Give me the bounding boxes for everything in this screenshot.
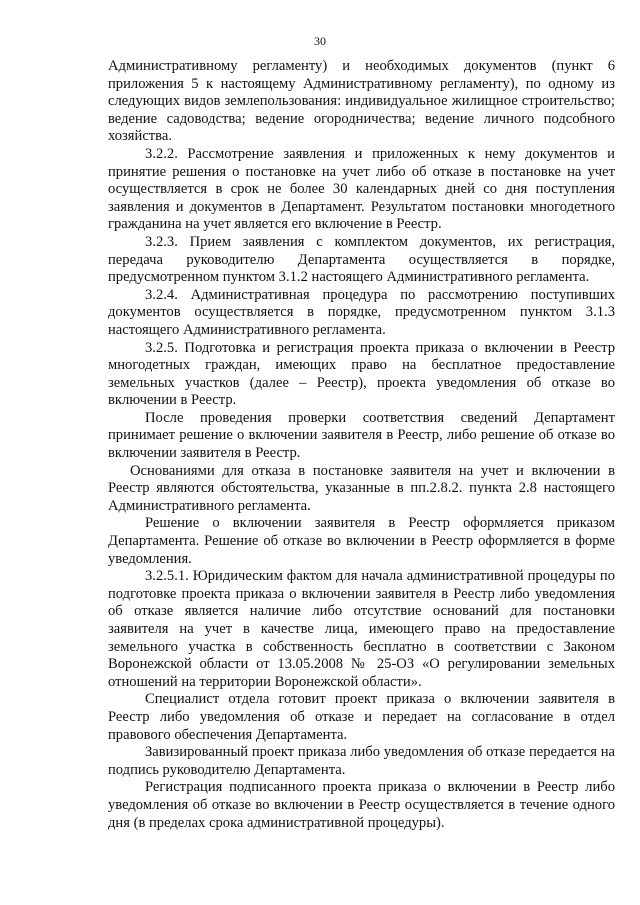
paragraph-specialist: Специалист отдела готовит проект приказа о включении заявителя в Реестр либо уведомления об отказе и передает на согласование в отдел правового обеспечения Департамента. — [108, 691, 615, 743]
paragraph-3-2-5-1: 3.2.5.1. Юридическим фактом для начала административной процедуры по подготовке проекта приказа о включении заявителя в Реестр либо уведомления об отказе является наличие либо отсутствие оснований для постановки заявителя на учет в качестве лица, имеющего право на предоставление земельного участка в собственность бесплатно в соответствии с Законом Воронежской области от 13.05.2008 № 25-ОЗ «О регулировании земельных отношений на территории Воронежской области». — [108, 568, 615, 690]
paragraph-verification: После проведения проверки соответствия сведений Департамент принимает решение о включении заявителя в Реестр, либо решение об отказе во включении заявителя в Реестр. — [108, 409, 615, 462]
paragraph-signature: Завизированный проект приказа либо уведомления об отказе передается на подпись руководителю Департамента. — [108, 744, 615, 778]
paragraph-decision-form: Решение о включении заявителя в Реестр оформляется приказом Департамента. Решение об отказе во включении в Реестр оформляется в форме уведомления. — [108, 515, 615, 567]
paragraph-registration: Регистрация подписанного проекта приказа о включении в Реестр либо уведомления об отказе во включении в Реестр осуществляется в течение одного дня (в пределах срока административной процедуры). — [108, 779, 615, 831]
paragraph-3-2-4: 3.2.4. Административная процедура по рассмотрению поступивших документов осуществляется в порядке, предусмотренном пунктом 3.1.3 настоящего Административного регламента. — [108, 286, 615, 338]
paragraph-3-2-5: 3.2.5. Подготовка и регистрация проекта приказа о включении в Реестр многодетных граждан, имеющих право на бесплатное предоставление земельных участков (далее – Реестр), проекта уведомления об отказе во включении в Реестр. — [108, 339, 615, 409]
paragraph-refusal-grounds: Основаниями для отказа в постановке заявителя на учет и включении в Реестр являются обстоятельства, указанные в пп.2.8.2. пункта 2.8 настоящего Административного регламента. — [108, 462, 615, 514]
paragraph-continuation: Административному регламенту) и необходимых документов (пункт 6 приложения 5 к настоящему Административному регламенту), по одному из следующих видов землепользования: индивидуальное жилищное строительство; ведение садоводства; ведение огородничества; ведение личного подсобного хозяйства. — [108, 58, 615, 145]
document-body — [108, 58, 615, 832]
paragraph-3-2-2: 3.2.2. Рассмотрение заявления и приложенных к нему документов и принятие решения о постановке на учет либо об отказе в постановке на учет осуществляется в срок не более 30 календарных дней со дня поступления заявления и документов в Департамент. Результатом постановки многодетного гражданина на учет является его включение в Реестр. — [108, 145, 615, 233]
page-number: 30 — [314, 34, 326, 48]
paragraph-3-2-3: 3.2.3. Прием заявления с комплектом документов, их регистрация, передача руководителю Департамента осуществляется в порядке, предусмотренном пунктом 3.1.2 настоящего Административного регламента. — [108, 233, 615, 286]
